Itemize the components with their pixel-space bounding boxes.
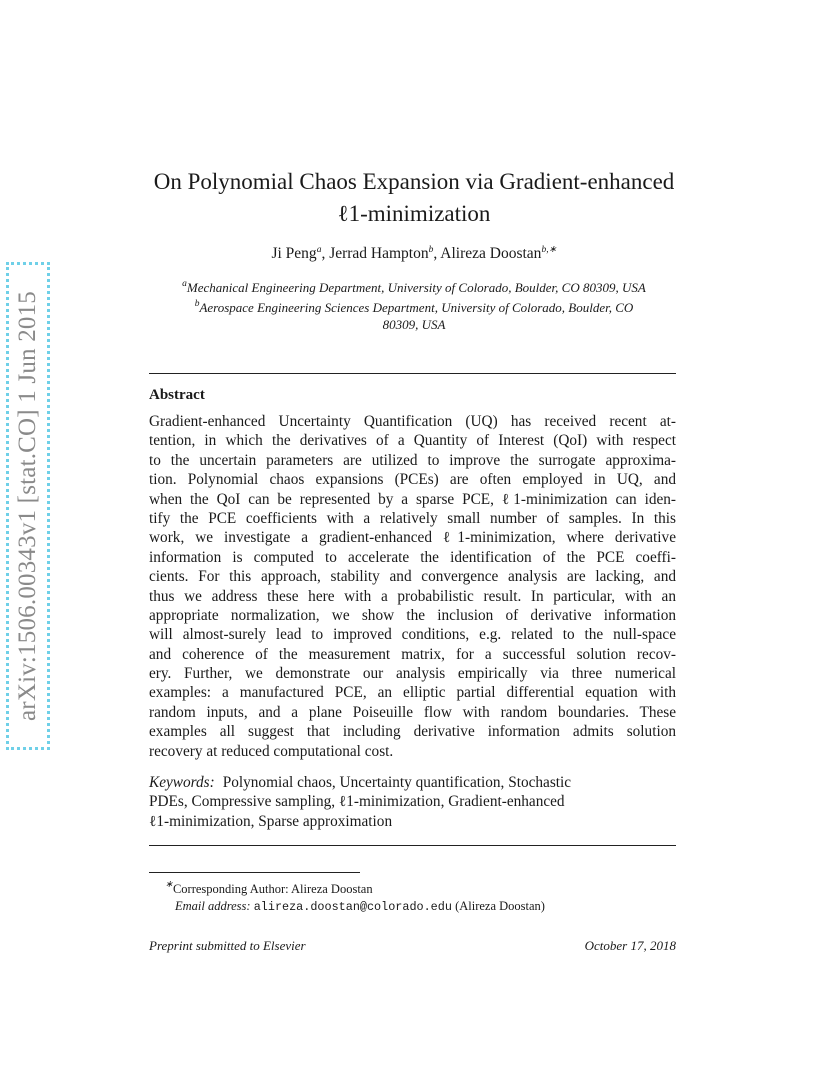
author-sup: b <box>428 245 434 255</box>
abstract-line: will almost-surely lead to improved conditions, e.g. related to the null-space <box>149 626 676 644</box>
author-list: Ji Peng$^a$, Jerrad Hampton$^b$, Alireza Doostan$^{b,∗}$ <box>271 245 557 262</box>
email-address[interactable]: alireza.doostan@colorado.edu <box>253 900 452 914</box>
author-name: Jerrad Hampton <box>329 245 429 262</box>
author-sup: a <box>316 245 322 255</box>
paper-title <box>149 166 679 230</box>
title-line-2: ℓ1-minimization <box>337 201 491 226</box>
abstract-body <box>149 412 676 761</box>
keywords-line-3: ℓ1-minimization, Sparse approximation <box>149 812 393 830</box>
abstract-line: tention, in which the derivatives of a Quantity of Interest (QoI) with respect <box>149 432 676 450</box>
corresponding-author: Corresponding Author: Alireza Doostan <box>172 882 373 896</box>
abstract-line: recovery at reduced computational cost. <box>149 742 394 760</box>
footnote-rule <box>149 872 360 873</box>
abstract-line: Gradient-enhanced Uncertainty Quantification (UQ) has received recent at- <box>149 413 676 430</box>
abstract-line: random inputs, and a plane Poiseuille flow with random boundaries. These <box>149 703 676 721</box>
footnote <box>165 877 545 916</box>
abstract-line: appropriate normalization, we show the inclusion of derivative information <box>149 606 676 624</box>
affiliations <box>149 276 679 333</box>
abstract-line: work, we investigate a gradient-enhanced ℓ1-minimization, where derivative <box>149 529 676 547</box>
email-owner: (Alireza Doostan) <box>455 899 545 913</box>
keywords-line-1: Polynomial chaos, Uncertainty quantification, Stochastic <box>222 774 572 791</box>
affiliation-b: $^b$Aerospace Engineering Sciences Department, University of Colorado, Boulder, CO <box>194 299 634 315</box>
preprint-note: Preprint submitted to Elsevier <box>149 938 306 953</box>
email-label: Email address: <box>175 899 251 913</box>
affiliation-b-cont: 80309, USA <box>382 317 446 332</box>
author-sup: b,∗ <box>541 245 557 255</box>
abstract-line: to the uncertain parameters are utilized to improve the surrogate approxima- <box>149 451 676 469</box>
author-name: Alireza Doostan <box>440 245 542 262</box>
affiliation-a: $^a$Mechanical Engineering Department, University of Colorado, Boulder, CO 80309, USA <box>182 279 646 295</box>
abstract-line: tify the PCE coefficients with a relatively small number of samples. In this <box>149 509 676 527</box>
arxiv-id: arXiv:1506.00343v1 [stat.CO] 1 Jun 2015 <box>14 291 41 721</box>
abstract-line: cients. For this approach, stability and convergence analysis are lacking, and <box>149 568 676 586</box>
abstract-line: tion. Polynomial chaos expansions (PCEs) are often employed in UQ, and <box>149 471 676 489</box>
abstract-line: when the QoI can be represented by a sparse PCE, ℓ1-minimization can iden- <box>149 490 676 508</box>
abstract-line: ery. Further, we demonstrate our analysis empirically via three numerical <box>149 665 676 683</box>
abstract-heading: Abstract <box>149 387 205 403</box>
arxiv-stamp <box>6 262 50 750</box>
abstract-line: information is computed to accelerate the identification of the PCE coeffi- <box>149 548 676 566</box>
abstract-line: thus we address these here with a probabilistic result. In particular, with an <box>149 587 676 605</box>
abstract-top-rule <box>149 373 676 374</box>
footnote-mark: ∗ <box>165 880 173 890</box>
keywords-line-2: PDEs, Compressive sampling, ℓ1-minimization, Gradient-enhanced <box>149 793 565 811</box>
abstract-line: examples: a manufactured PCE, an elliptic partial differential equation with <box>149 684 676 702</box>
date: October 17, 2018 <box>584 938 676 953</box>
title-line-1: On Polynomial Chaos Expansion via Gradient-enhanced <box>153 169 675 194</box>
keywords <box>149 773 676 831</box>
author-name: Ji Peng <box>271 245 317 262</box>
abstract-line: and coherence of the measurement matrix, for a successful solution recov- <box>149 645 676 663</box>
abstract-bottom-rule <box>149 845 676 846</box>
abstract-line: examples all suggest that including derivative information admits solution <box>149 723 676 741</box>
keywords-label: Keywords: <box>149 774 215 791</box>
